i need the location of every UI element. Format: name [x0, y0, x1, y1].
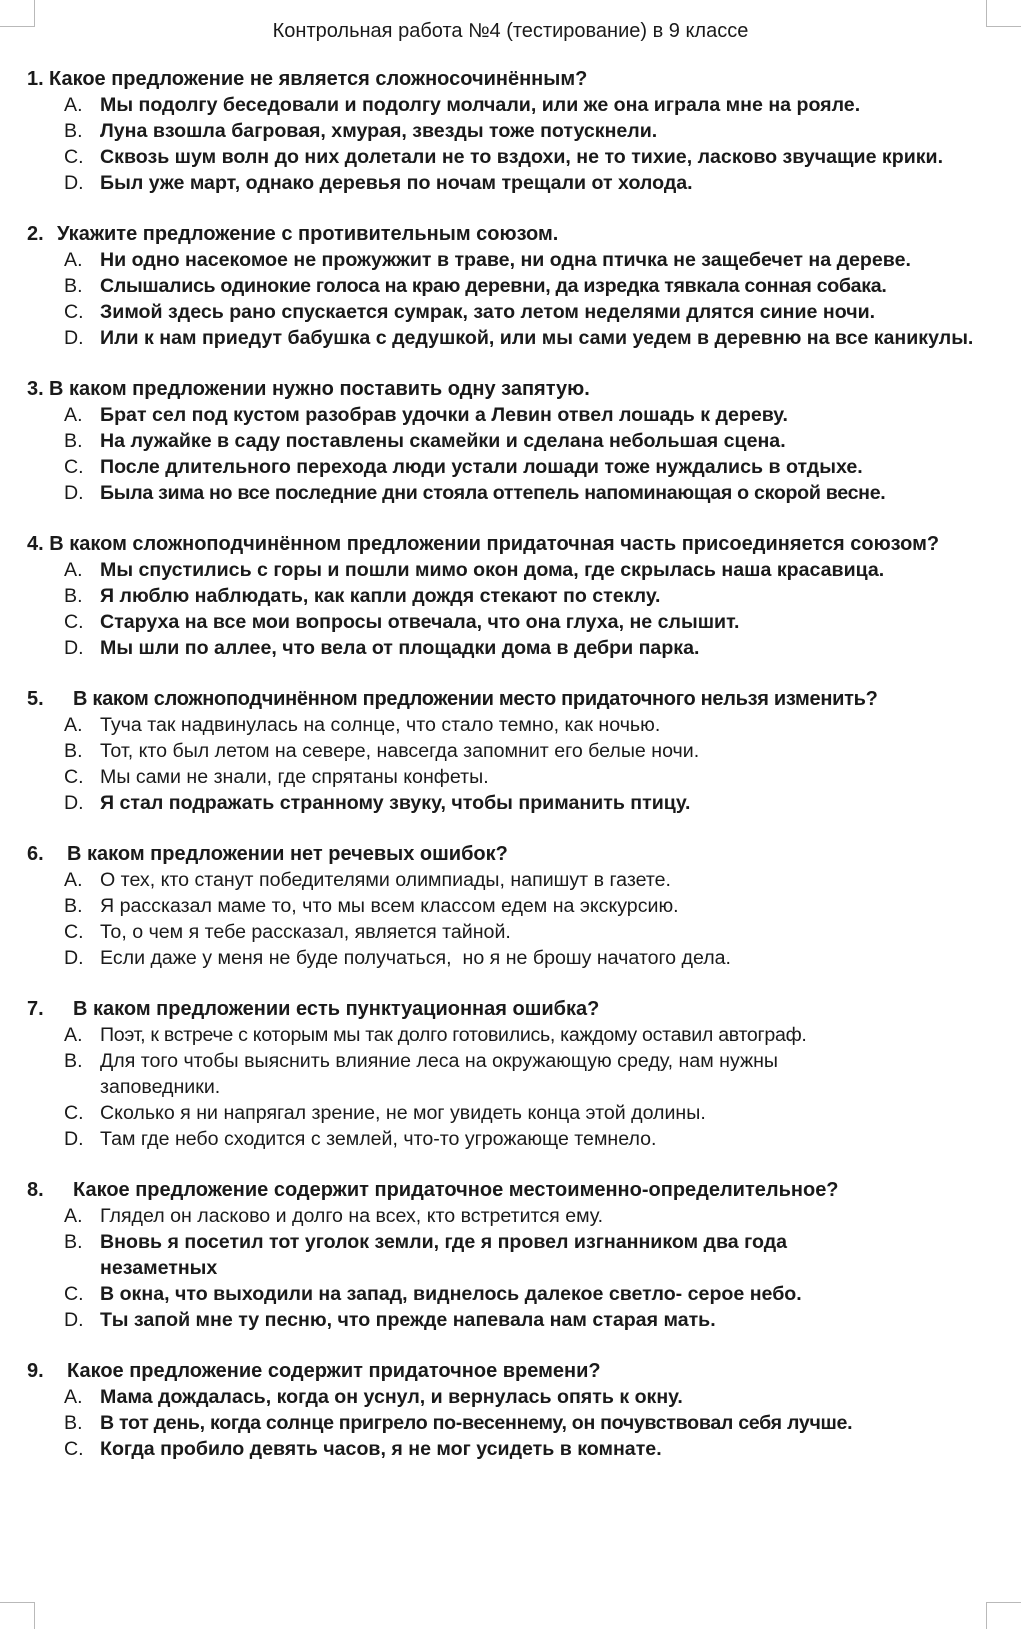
- option-text: Глядел он ласково и долго на всех, кто встретится ему.: [100, 1205, 604, 1227]
- question-number: 2.: [27, 223, 44, 245]
- option-a: [0, 712, 1021, 738]
- option-b: [0, 893, 1021, 919]
- option-a: [0, 402, 1021, 428]
- option-d: [0, 1307, 1021, 1333]
- question-number: 5.: [27, 688, 44, 710]
- option-letter: C.: [64, 146, 84, 168]
- option-letter: A.: [64, 559, 83, 581]
- option-d: [0, 635, 1021, 661]
- option-b: [0, 118, 1021, 144]
- option-a: [0, 1384, 1021, 1410]
- option-letter: A.: [64, 249, 83, 271]
- options-list: [0, 1203, 1021, 1333]
- page-title: Контрольная работа №4 (тестирование) в 9 классе: [272, 20, 749, 42]
- question-9: [0, 1358, 1021, 1462]
- option-text: Луна взошла багровая, хмурая, звезды тоже потускнели.: [100, 120, 658, 142]
- option-text: Была зима но все последние дни стояла оттепель напоминающая о скорой весне.: [100, 482, 886, 504]
- option-letter: A.: [64, 1024, 83, 1046]
- option-letter: D.: [64, 482, 84, 504]
- option-text: Или к нам приедут бабушка с дедушкой, или мы сами уедем в деревню на все каникулы.: [100, 327, 974, 349]
- option-letter: C.: [64, 1438, 84, 1460]
- option-d: [0, 1126, 1021, 1152]
- question-header: [0, 376, 1021, 402]
- option-d: [0, 325, 1021, 351]
- question-header: [0, 531, 1021, 557]
- question-text: Какое предложение содержит придаточное времени?: [67, 1360, 601, 1382]
- option-letter: C.: [64, 456, 84, 478]
- option-letter: D.: [64, 947, 84, 969]
- question-header: [0, 221, 1021, 247]
- question-header: [0, 1177, 1021, 1203]
- option-letter: A.: [64, 404, 83, 426]
- option-text: Тот, кто был летом на севере, навсегда запомнит его белые ночи.: [100, 740, 700, 762]
- question-6: [0, 841, 1021, 971]
- option-a: [0, 247, 1021, 273]
- option-text: Мы сами не знали, где спрятаны конфеты.: [100, 766, 489, 788]
- option-letter: C.: [64, 611, 84, 633]
- question-3: [0, 376, 1021, 506]
- option-c: [0, 764, 1021, 790]
- question-header: [0, 996, 1021, 1022]
- question-text: Какое предложение содержит придаточное местоименно-определительное?: [73, 1179, 839, 1201]
- option-letter: B.: [64, 1412, 83, 1434]
- option-a: [0, 1203, 1021, 1229]
- option-text: Я люблю наблюдать, как капли дождя стекают по стеклу.: [100, 585, 661, 607]
- question-text: Укажите предложение с противительным союзом.: [57, 223, 559, 245]
- question-text: В каком предложении есть пунктуационная ошибка?: [73, 998, 600, 1020]
- option-letter: D.: [64, 1309, 84, 1331]
- option-b: [0, 738, 1021, 764]
- option-letter: B.: [64, 275, 83, 297]
- question-text: В каком предложении нет речевых ошибок?: [67, 843, 508, 865]
- option-d: [0, 480, 1021, 506]
- option-text: Я рассказал маме то, что мы всем классом едем на экскурсию.: [100, 895, 679, 917]
- option-text: На лужайке в саду поставлены скамейки и сделана небольшая сцена.: [100, 430, 786, 452]
- option-b: [0, 1410, 1021, 1436]
- option-text: Вновь я посетил тот уголок земли, где я провел изгнанником два года незаметных: [100, 1231, 788, 1279]
- option-letter: C.: [64, 301, 84, 323]
- option-letter: B.: [64, 1050, 83, 1072]
- options-list: [0, 557, 1021, 661]
- option-text: Там где небо сходится с землей, что-то угрожающе темнело.: [100, 1128, 657, 1150]
- question-header: [0, 841, 1021, 867]
- option-text: Старуха на все мои вопросы отвечала, что она глуха, не слышит.: [100, 611, 740, 633]
- question-number: 3.: [27, 378, 44, 400]
- option-text: Брат сел под кустом разобрав удочки а Левин отвел лошадь к дереву.: [100, 404, 788, 426]
- option-letter: D.: [64, 1128, 84, 1150]
- option-b: [0, 1229, 1021, 1281]
- option-letter: B.: [64, 740, 83, 762]
- question-1: [0, 66, 1021, 196]
- options-list: [0, 247, 1021, 351]
- option-text: Сколько я ни напрягал зрение, не мог увидеть конца этой долины.: [100, 1102, 706, 1124]
- question-text: В каком предложении нужно поставить одну запятую.: [49, 378, 590, 400]
- question-5: [0, 686, 1021, 816]
- option-text: Ты запой мне ту песню, что прежде напевала нам старая мать.: [100, 1309, 716, 1331]
- option-letter: B.: [64, 1231, 83, 1253]
- option-c: [0, 144, 1021, 170]
- option-text: Был уже март, однако деревья по ночам трещали от холода.: [100, 172, 693, 194]
- question-number: 7.: [27, 998, 44, 1020]
- question-2: [0, 221, 1021, 351]
- option-letter: A.: [64, 869, 83, 891]
- option-text: Зимой здесь рано спускается сумрак, зато летом неделями длятся синие ночи.: [100, 301, 876, 323]
- option-text: Мы спустились с горы и пошли мимо окон дома, где скрылась наша красавица.: [100, 559, 885, 581]
- option-letter: D.: [64, 172, 84, 194]
- option-letter: C.: [64, 1102, 84, 1124]
- option-d: [0, 170, 1021, 196]
- question-header: [0, 686, 1021, 712]
- option-text: То, о чем я тебе рассказал, является тайной.: [100, 921, 511, 943]
- crop-mark-bottom-left: [0, 1602, 35, 1629]
- option-text: О тех, кто станут победителями олимпиады, напишут в газете.: [100, 869, 671, 891]
- test-page: [0, 18, 1021, 1487]
- option-a: [0, 557, 1021, 583]
- option-letter: B.: [64, 430, 83, 452]
- option-letter: B.: [64, 120, 83, 142]
- option-letter: D.: [64, 637, 84, 659]
- option-c: [0, 1100, 1021, 1126]
- option-letter: A.: [64, 1386, 83, 1408]
- options-list: [0, 1022, 1021, 1152]
- option-c: [0, 454, 1021, 480]
- option-letter: A.: [64, 1205, 83, 1227]
- option-text: Мама дождалась, когда он уснул, и вернулась опять к окну.: [100, 1386, 683, 1408]
- option-text: Для того чтобы выяснить влияние леса на окружающую среду, нам нужны заповедники.: [100, 1050, 778, 1098]
- option-letter: A.: [64, 714, 83, 736]
- option-letter: D.: [64, 792, 84, 814]
- option-text: Когда пробило девять часов, я не мог усидеть в комнате.: [100, 1438, 662, 1460]
- option-c: [0, 919, 1021, 945]
- option-a: [0, 92, 1021, 118]
- option-text: Сквозь шум волн до них долетали не то вздохи, не то тихие, ласково звучащие крики.: [100, 146, 944, 168]
- option-c: [0, 1281, 1021, 1307]
- option-c: [0, 609, 1021, 635]
- option-a: [0, 867, 1021, 893]
- option-c: [0, 1436, 1021, 1462]
- option-letter: B.: [64, 585, 83, 607]
- option-text: Мы шли по аллее, что вела от площадки дома в дебри парка.: [100, 637, 700, 659]
- option-text: В окна, что выходили на запад, виднелось далекое светло- серое небо.: [100, 1283, 802, 1305]
- crop-mark-bottom-right: [986, 1602, 1021, 1629]
- option-text: Мы подолгу беседовали и подолгу молчали, или же она играла мне на рояле.: [100, 94, 861, 116]
- option-text: В тот день, когда солнце пригрело по-весеннему, он почувствовал себя лучше.: [100, 1412, 853, 1434]
- question-header: [0, 66, 1021, 92]
- option-text: Если даже у меня не буде получаться, но я не брошу начатого дела.: [100, 947, 731, 969]
- options-list: [0, 402, 1021, 506]
- option-b: [0, 273, 1021, 299]
- question-7: [0, 996, 1021, 1152]
- option-a: [0, 1022, 1021, 1048]
- options-list: [0, 92, 1021, 196]
- question-text: В каком сложноподчинённом предложении придаточная часть присоединяется союзом?: [49, 533, 940, 555]
- question-number: 4.: [27, 533, 44, 555]
- option-text: Я стал подражать странному звуку, чтобы приманить птицу.: [100, 792, 691, 814]
- options-list: [0, 1384, 1021, 1462]
- option-text: Слышались одинокие голоса на краю деревни, да изредка тявкала сонная собака.: [100, 275, 887, 297]
- option-b: [0, 583, 1021, 609]
- option-letter: A.: [64, 94, 83, 116]
- question-number: 9.: [27, 1360, 44, 1382]
- question-number: 8.: [27, 1179, 44, 1201]
- option-b: [0, 428, 1021, 454]
- options-list: [0, 867, 1021, 971]
- question-text: Какое предложение не является сложносочинённым?: [49, 68, 588, 90]
- option-d: [0, 790, 1021, 816]
- option-letter: C.: [64, 1283, 84, 1305]
- option-b: [0, 1048, 1021, 1100]
- question-number: 1.: [27, 68, 44, 90]
- question-header: [0, 1358, 1021, 1384]
- option-letter: B.: [64, 895, 83, 917]
- option-letter: C.: [64, 921, 84, 943]
- question-4: [0, 531, 1021, 661]
- option-d: [0, 945, 1021, 971]
- option-text: Туча так надвинулась на солнце, что стало темно, как ночью.: [100, 714, 661, 736]
- option-letter: D.: [64, 327, 84, 349]
- option-text: После длительного перехода люди устали лошади тоже нуждались в отдыхе.: [100, 456, 863, 478]
- question-8: [0, 1177, 1021, 1333]
- option-c: [0, 299, 1021, 325]
- option-text: Ни одно насекомое не прожужжит в траве, ни одна птичка не защебечет на дереве.: [100, 249, 911, 271]
- option-letter: C.: [64, 766, 84, 788]
- question-number: 6.: [27, 843, 44, 865]
- option-text: Поэт, к встрече с которым мы так долго готовились, каждому оставил автограф.: [100, 1024, 807, 1046]
- question-text: В каком сложноподчинённом предложении место придаточного нельзя изменить?: [73, 688, 878, 710]
- options-list: [0, 712, 1021, 816]
